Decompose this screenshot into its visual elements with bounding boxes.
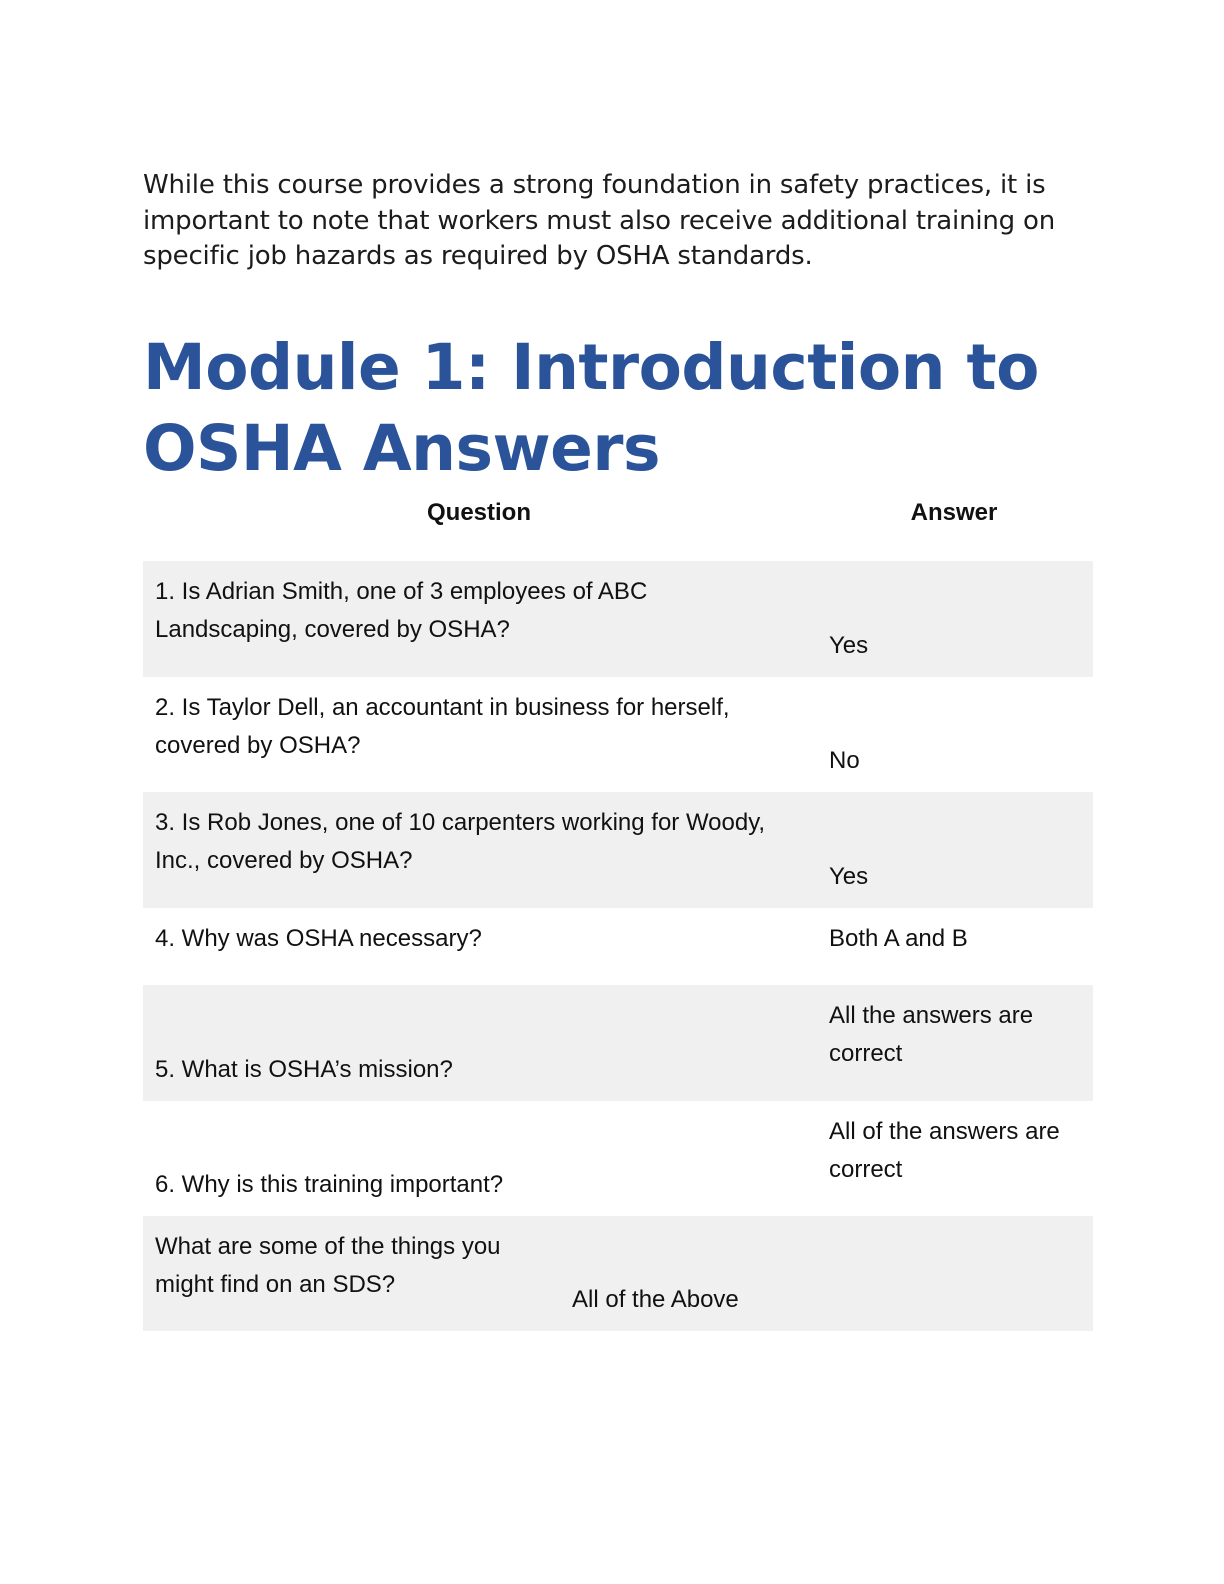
answer-cell: No (829, 747, 860, 774)
question-cell: What are some of the things you might find on an SDS? (155, 1232, 501, 1298)
table-header (143, 493, 1093, 561)
table-row (143, 1216, 1093, 1331)
question-cell: 3. Is Rob Jones, one of 10 carpenters working for Woody, Inc., covered by OSHA? (155, 809, 766, 874)
question-cell: 5. What is OSHA’s mission? (155, 1055, 453, 1083)
intro-paragraph: While this course provides a strong foundation in safety practices, it is important to note that workers must also receive additional training on specific job hazards as required by OSHA standards. (143, 170, 1055, 271)
module-heading: Module 1: Introduction to OSHA Answers (143, 331, 1039, 485)
table-row (143, 1101, 1093, 1216)
qa-table (143, 493, 1093, 1331)
table-row (143, 792, 1093, 908)
answer-cell: Both A and B (829, 924, 968, 952)
answer-cell: Yes (829, 862, 869, 890)
table-row (143, 908, 1093, 985)
table-row (143, 561, 1093, 677)
table-row (143, 677, 1093, 793)
question-cell: 2. Is Taylor Dell, an accountant in business for herself, covered by OSHA? (155, 693, 730, 759)
question-cell: 1. Is Adrian Smith, one of 3 employees of ABC Landscaping, covered by OSHA? (155, 578, 648, 643)
answer-cell: All the answers are correct (829, 1001, 1034, 1067)
answer-cell: Yes (829, 631, 869, 659)
answer-cell: All of the answers are correct (829, 1117, 1060, 1183)
header-question: Question (426, 499, 531, 526)
header-answer: Answer (910, 499, 998, 526)
answer-cell: All of the Above (572, 1285, 739, 1313)
table-row (143, 985, 1093, 1101)
question-cell: 4. Why was OSHA necessary? (155, 924, 482, 952)
question-cell: 6. Why is this training important? (155, 1170, 504, 1198)
